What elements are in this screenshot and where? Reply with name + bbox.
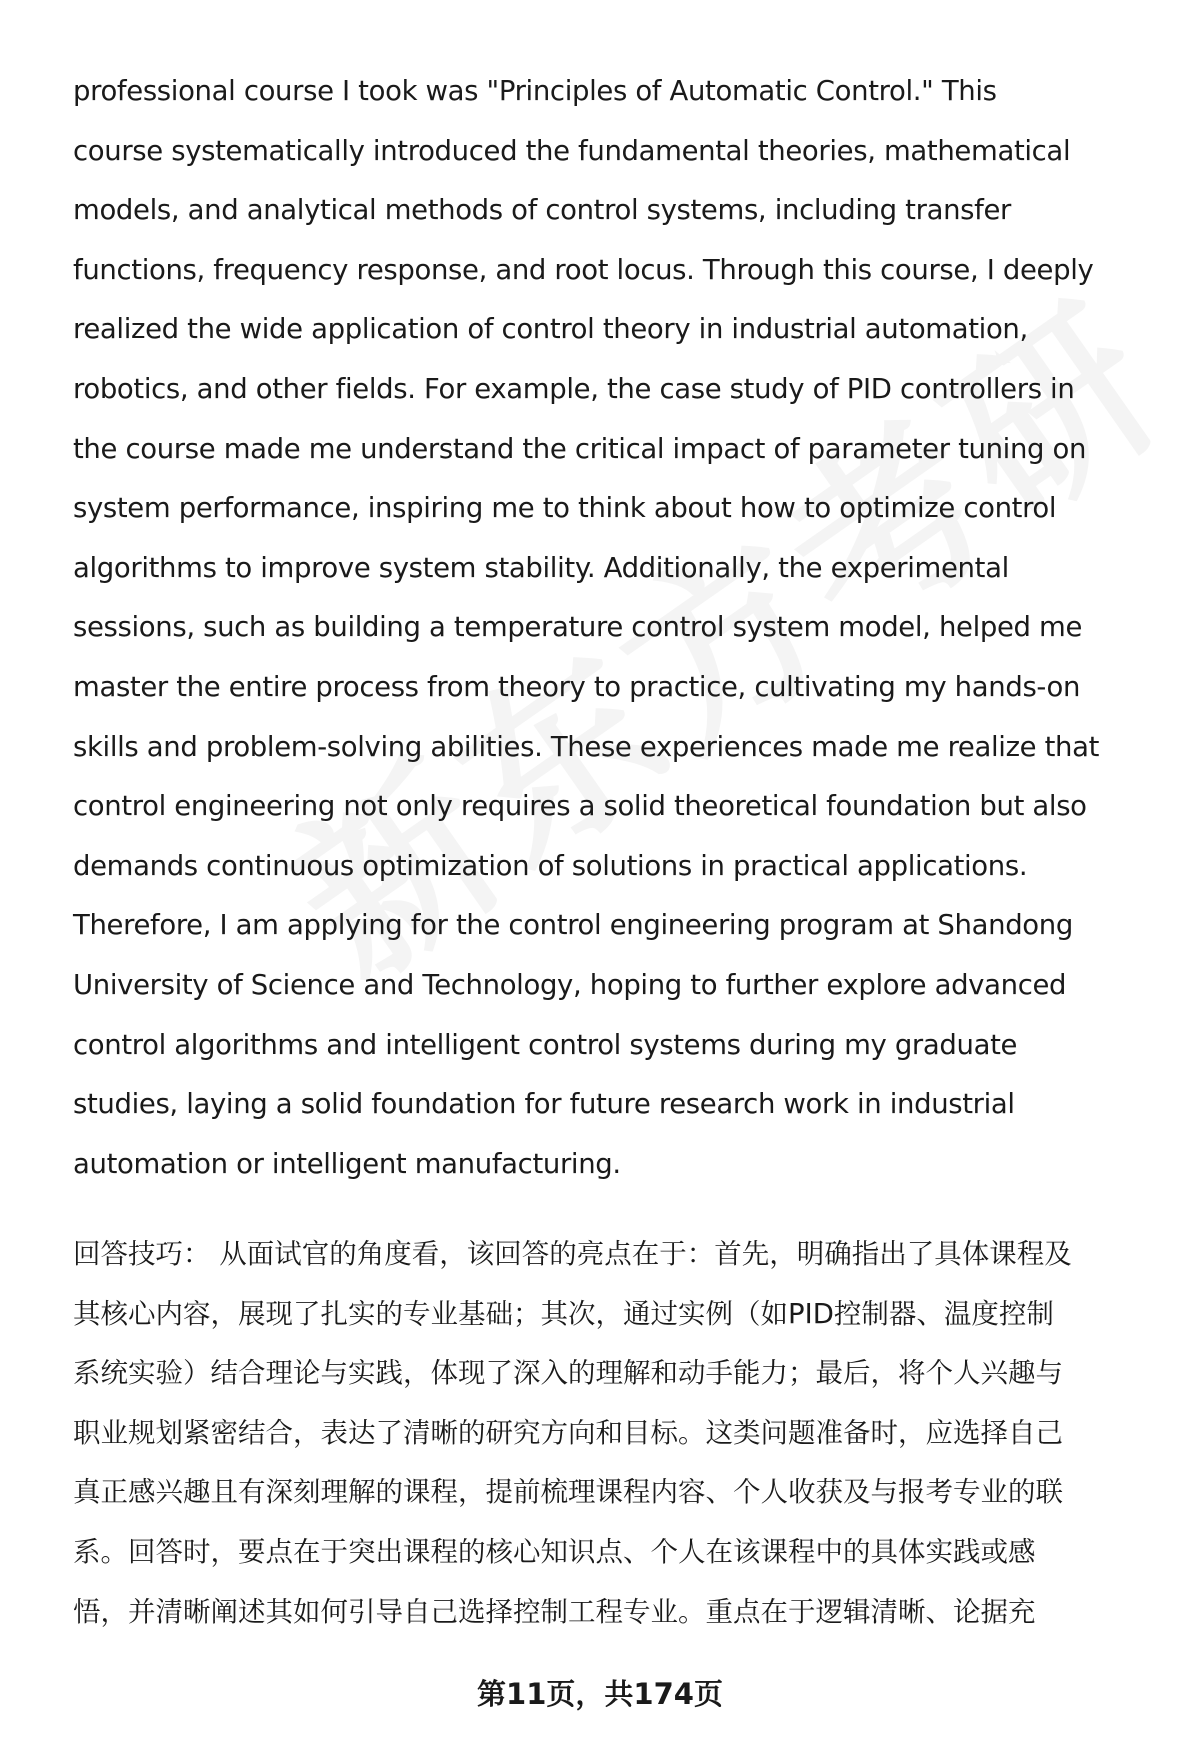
paragraph-line: studies, laying a solid foundation for future research work in industrial [73, 1088, 1015, 1121]
paragraph-line: control engineering not only requires a solid theoretical foundation but also [73, 790, 1087, 823]
paragraph-line: algorithms to improve system stability. Additionally, the experimental [73, 551, 1009, 584]
tips-line: 职业规划紧密结合，表达了清晰的研究方向和目标。这类问题准备时，应选择自己 [73, 1416, 1063, 1449]
paragraph-line: automation or intelligent manufacturing. [73, 1147, 621, 1180]
paragraph-line: realized the wide application of control theory in industrial automation, [73, 313, 1028, 346]
tips-line: 悟，并清晰阐述其如何引导自己选择控制工程专业。重点在于逻辑清晰、论据充 [73, 1595, 1036, 1628]
answer-paragraph [73, 62, 1163, 1194]
paragraph-line: University of Science and Technology, hoping to further explore advanced [73, 968, 1067, 1001]
paragraph-line: system performance, inspiring me to think about how to optimize control [73, 492, 1057, 525]
paragraph-line: functions, frequency response, and root locus. Through this course, I deeply [73, 253, 1094, 286]
tips-line: 真正感兴趣且有深刻理解的课程，提前梳理课程内容、个人收获及与报考专业的联 [73, 1476, 1063, 1509]
tips-line: 其核心内容，展现了扎实的专业基础；其次，通过实例（如PID控制器、温度控制 [73, 1297, 1054, 1330]
tips-line: 回答技巧： 从面试官的角度看，该回答的亮点在于：首先，明确指出了具体课程及 [73, 1238, 1072, 1270]
page-number-footer: 第11页，共174页 [477, 1677, 723, 1711]
tips-line: 系统实验）结合理论与实践，体现了深入的理解和动手能力；最后，将个人兴趣与 [73, 1357, 1063, 1390]
paragraph-line: control algorithms and intelligent control systems during my graduate [73, 1028, 1018, 1061]
paragraph-line: models, and analytical methods of control systems, including transfer [73, 194, 1011, 227]
paragraph-line: Therefore, I am applying for the control engineering program at Shandong [73, 909, 1073, 942]
paragraph-line: the course made me understand the critical impact of parameter tuning on [73, 432, 1087, 465]
answer-tips-paragraph [73, 1225, 1163, 1642]
paragraph-line: robotics, and other fields. For example, the case study of PID controllers in [73, 372, 1075, 405]
paragraph-line: master the entire process from theory to practice, cultivating my hands-on [73, 670, 1081, 703]
paragraph-line: skills and problem-solving abilities. These experiences made me realize that [73, 730, 1100, 763]
paragraph-line: professional course I took was "Principles of Automatic Control." This [73, 75, 997, 107]
paragraph-line: demands continuous optimization of solutions in practical applications. [73, 849, 1028, 882]
paragraph-line: sessions, such as building a temperature control system model, helped me [73, 611, 1083, 644]
tips-line: 系。回答时，要点在于突出课程的核心知识点、个人在该课程中的具体实践或感 [73, 1535, 1036, 1568]
paragraph-line: course systematically introduced the fundamental theories, mathematical [73, 134, 1071, 167]
